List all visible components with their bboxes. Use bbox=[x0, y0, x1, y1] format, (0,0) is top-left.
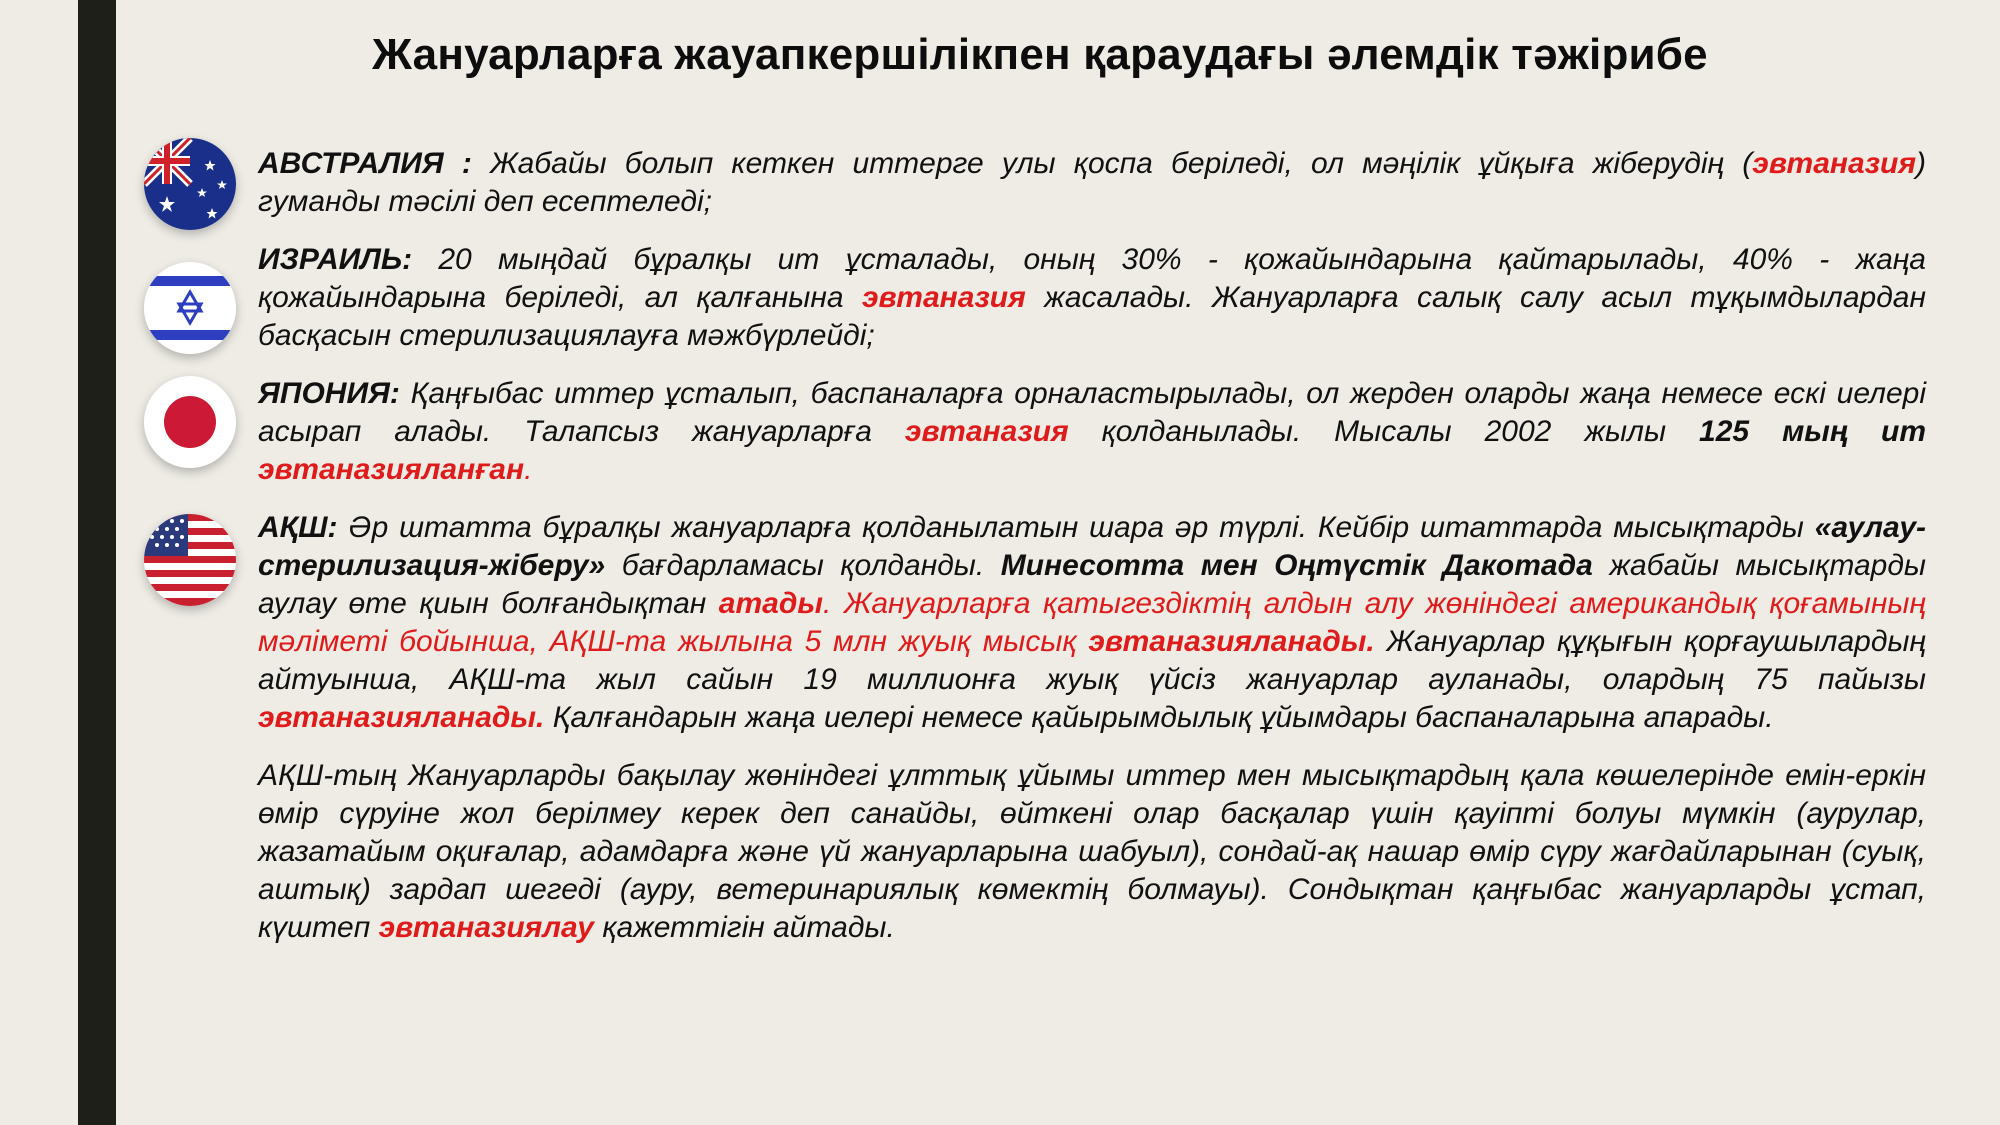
page-title: Жануарларға жауапкершілікпен қараудағы әлемдік тәжірибе bbox=[372, 30, 1708, 79]
country-usa: АҚШ: bbox=[258, 511, 338, 544]
text-segment: ) гуманды тәсілі деп есептеледі; bbox=[258, 147, 1927, 218]
text-segment: Жануарлар құқығын қорғаушылардың айтуынша, АҚШ-та жыл сайын 19 миллионға жуық үйсіз жануарлар ауланады, олардың 75 пайызы bbox=[258, 625, 1926, 696]
text-segment: қажеттігін айтады. bbox=[593, 911, 895, 944]
japan-flag-icon bbox=[144, 376, 236, 468]
highlight-shot: атады bbox=[718, 587, 823, 620]
australia-flag-icon bbox=[144, 138, 236, 230]
text-segment: АҚШ-тың Жануарларды бақылау жөніндегі ұлттық ұйымы иттер мен мысықтардың қала көшелерінде емін-еркін өмір сүруіне жол берілмеу керек деп санайды, өйткені олар басқалар үшін қауіпті болуы мүмкін (аурулар, жазатайым оқиғалар, адамдарға және үй жануарларына шабуыл), сондай-ақ нашар өмір сүру жағдайларынан (суық, аштық) зардап шегеді (ауру, ветеринариялық көмектің болмауы). Сондықтан қаңғыбас жануарларды ұстап, күштеп bbox=[258, 759, 1926, 944]
paragraph-usa-national-org bbox=[258, 757, 1926, 947]
country-australia: АВСТРАЛИЯ : bbox=[258, 147, 472, 180]
text-segment: Жабайы болып кеткен иттерге улы қоспа беріледі, ол мәңілік ұйқыға жіберудің ( bbox=[471, 147, 1753, 180]
highlight-program: «аулау-стерилизация-жіберу» bbox=[258, 511, 1926, 582]
highlight-euthanized: эвтаназияланады. bbox=[258, 701, 545, 734]
country-japan: ЯПОНИЯ: bbox=[258, 377, 400, 410]
text-segment: жабайы мысықтарды аулау өте қиын болғандықтан bbox=[258, 549, 1927, 620]
highlight-euthanize: эвтаназиялау bbox=[378, 911, 594, 944]
highlight-euthanasia: эвтаназия bbox=[862, 281, 1026, 314]
text-segment: бағдарламасы қолданды. bbox=[605, 549, 1001, 582]
highlight-euthanasia: эвтаназия bbox=[1752, 147, 1917, 180]
main-content bbox=[258, 145, 1926, 967]
paragraph-australia bbox=[258, 145, 1926, 221]
paragraph-japan bbox=[258, 375, 1926, 489]
text-segment: Әр штатта бұралқы жануарларға қолданылатын шара әр түрлі. Кейбір штаттарда мысықтарды bbox=[337, 511, 1815, 544]
text-segment: қолданылады. Мысалы 2002 жылы bbox=[1068, 415, 1700, 448]
highlight-states: Минесотта мен Оңтүстік Дакотада bbox=[1000, 549, 1593, 582]
paragraph-usa bbox=[258, 509, 1926, 737]
text-segment: . Жануарларға қатыгездіктің алдын алу жөніндегі американдық қоғамының мәліметі бойынша, АҚШ-та жылына 5 млн жуық мысық bbox=[258, 587, 1926, 658]
text-segment: жасалады. Жануарларға салық салу асыл тұқымдылардан басқасын стерилизациялауға мәжбүрлейді; bbox=[258, 281, 1926, 352]
highlight-euthanasia: эвтаназия bbox=[904, 415, 1069, 448]
paragraph-israel bbox=[258, 241, 1926, 355]
left-accent-bar bbox=[78, 0, 116, 1125]
highlight-euthanized: эвтаназияланған bbox=[258, 453, 525, 486]
highlight-count: 125 мың ит bbox=[1699, 415, 1927, 448]
text-segment: Қалғандарын жаңа иелері немесе қайырымдылық ұйымдары баспаналарына апарады. bbox=[544, 701, 1774, 734]
text-segment: Қаңғыбас иттер ұсталып, баспаналарға орналастырылады, ол жерден оларды жаңа немесе ескі иелері асырап алады. Талапсыз жануарларға bbox=[258, 377, 1926, 448]
highlight-euthanized: эвтаназияланады. bbox=[1088, 625, 1375, 658]
text-segment: . bbox=[524, 453, 533, 486]
text-segment: 20 мыңдай бұралқы ит ұсталады, оның 30% - қожайындарына қайтарылады, 40% - жаңа қожайындарына беріледі, ал қалғанына bbox=[258, 243, 1926, 314]
country-israel: ИЗРАИЛЬ: bbox=[258, 243, 413, 276]
usa-flag-icon bbox=[144, 514, 236, 606]
israel-flag-icon bbox=[144, 262, 236, 354]
